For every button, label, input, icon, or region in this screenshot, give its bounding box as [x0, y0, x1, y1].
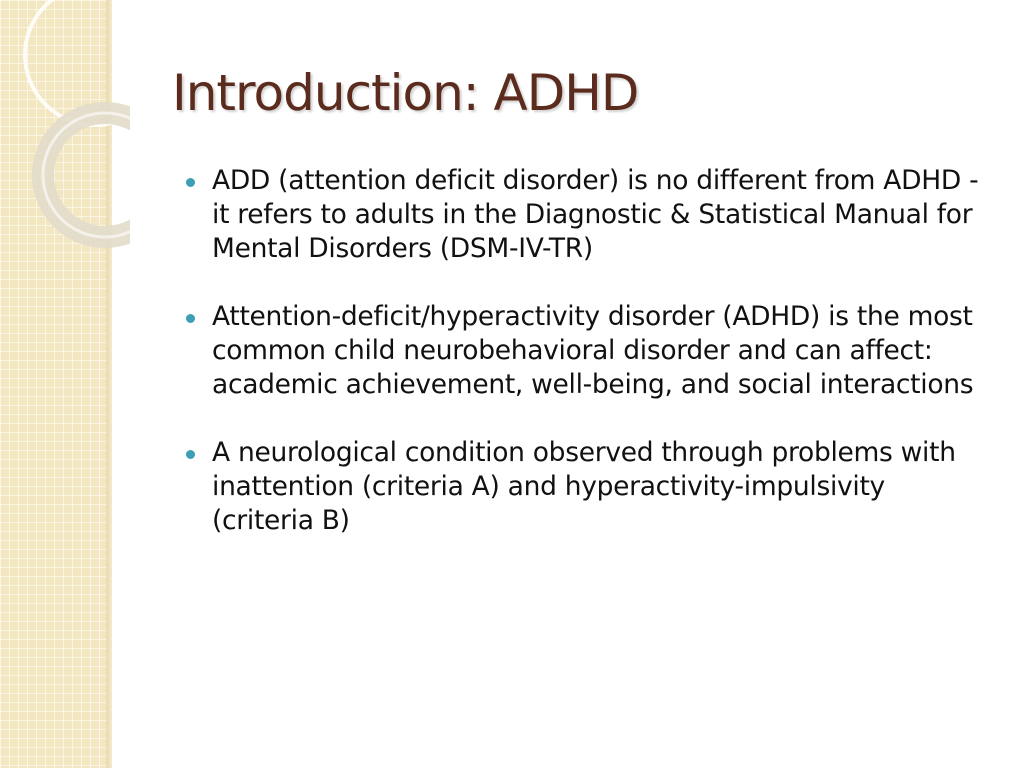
bullet-text: A neurological condition observed through problems with inattention (criteria A) and hyperactivity-impulsivity (criteria B): [212, 437, 956, 536]
bullet-dot-icon: [186, 314, 195, 323]
bullet-item: [186, 436, 986, 538]
bullet-list: [186, 164, 986, 572]
bullet-text: ADD (attention deficit disorder) is no different from ADHD -it refers to adults in the Diagnostic & Statistical Manual for Mental Disorders (DSM-IV-TR): [212, 165, 979, 264]
bullet-dot-icon: [186, 450, 195, 459]
decorative-ring-small: [43, 113, 130, 237]
slide-title: Introduction: ADHD: [172, 64, 639, 122]
bullet-dot-icon: [186, 178, 195, 187]
bullet-text: Attention-deficit/hyperactivity disorder (ADHD) is the most common child neurobehavioral disorder and can affect: academic achievement, well-being, and social interactions: [212, 301, 974, 400]
decorative-rings: [0, 0, 130, 260]
bullet-item: [186, 164, 986, 266]
bullet-item: [186, 300, 986, 402]
